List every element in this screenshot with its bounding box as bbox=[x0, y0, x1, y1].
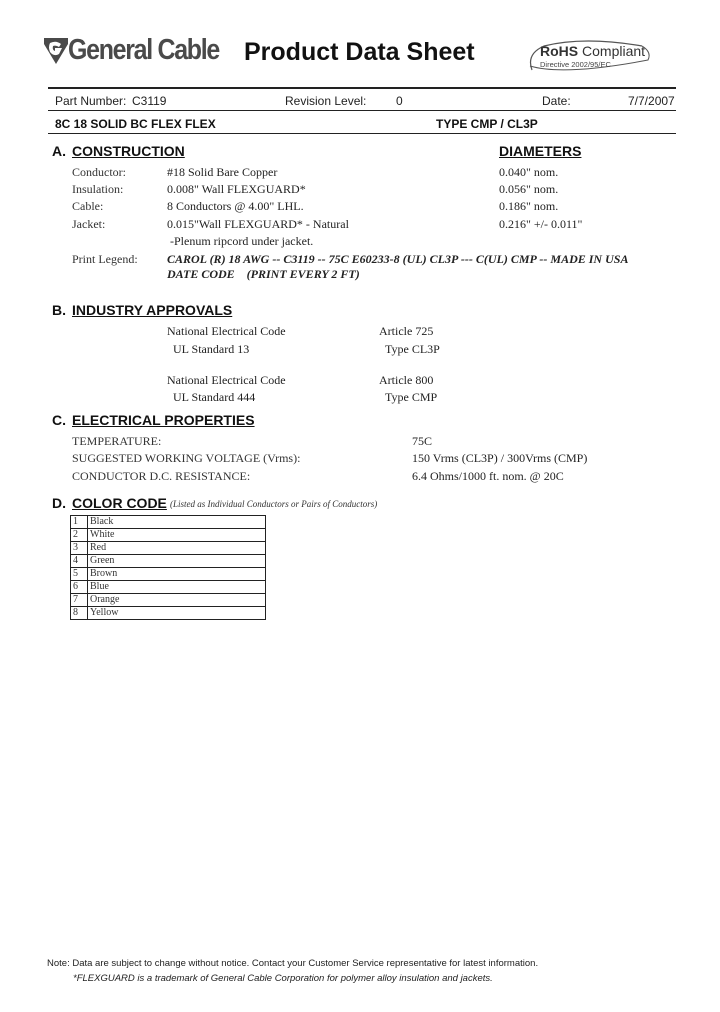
conductor-number: 1 bbox=[71, 516, 88, 529]
print-legend-line1: CAROL (R) 18 AWG -- C3119 -- 75C E60233-8 (UL) CL3P --- C(UL) CMP -- MADE IN USA bbox=[167, 252, 629, 266]
color-code-note: (Listed as Individual Conductors or Pairs of Conductors) bbox=[170, 499, 378, 509]
table-row bbox=[71, 568, 266, 581]
color-code-table bbox=[70, 515, 266, 620]
approval-code: National Electrical Code bbox=[167, 373, 286, 387]
jacket-value: 0.015"Wall FLEXGUARD* - Natural bbox=[167, 217, 349, 231]
voltage-value: 150 Vrms (CL3P) / 300Vrms (CMP) bbox=[412, 451, 588, 465]
section-a-letter: A. bbox=[52, 143, 66, 159]
product-type: TYPE CMP / CL3P bbox=[436, 117, 538, 131]
electrical-heading: ELECTRICAL PROPERTIES bbox=[72, 412, 255, 428]
approval-article: Article 725 bbox=[379, 324, 434, 338]
approval-type: Type CL3P bbox=[385, 342, 440, 356]
revision-value: 0 bbox=[396, 94, 403, 108]
cable-label: Cable: bbox=[72, 199, 104, 213]
insulation-diameter: 0.056" nom. bbox=[499, 182, 559, 196]
table-row bbox=[71, 516, 266, 529]
approvals-heading: INDUSTRY APPROVALS bbox=[72, 302, 233, 318]
date-value: 7/7/2007 bbox=[628, 94, 675, 108]
print-legend-line2: DATE CODE (PRINT EVERY 2 FT) bbox=[167, 267, 360, 281]
table-row bbox=[71, 542, 266, 555]
conductor-color: White bbox=[88, 529, 266, 542]
table-row bbox=[71, 555, 266, 568]
rohs-badge bbox=[524, 40, 654, 74]
color-code-heading: COLOR CODE bbox=[72, 495, 167, 511]
voltage-label: SUGGESTED WORKING VOLTAGE (Vrms): bbox=[72, 451, 301, 465]
table-row bbox=[71, 607, 266, 620]
conductor-number: 2 bbox=[71, 529, 88, 542]
conductor-number: 4 bbox=[71, 555, 88, 568]
conductor-color: Yellow bbox=[88, 607, 266, 620]
part-number-label: Part Number: bbox=[55, 94, 127, 108]
jacket-note: -Plenum ripcord under jacket. bbox=[170, 234, 314, 248]
header-divider bbox=[48, 87, 676, 89]
approval-type: Type CMP bbox=[385, 390, 438, 404]
part-number-value: C3119 bbox=[132, 94, 167, 108]
temperature-value: 75C bbox=[412, 434, 433, 448]
conductor-number: 8 bbox=[71, 607, 88, 620]
brand-name: General Cable bbox=[68, 34, 219, 66]
conductor-color: Brown bbox=[88, 568, 266, 581]
approval-article: Article 800 bbox=[379, 373, 434, 387]
page-title: Product Data Sheet bbox=[244, 38, 475, 66]
insulation-label: Insulation: bbox=[72, 182, 124, 196]
section-d-letter: D. bbox=[52, 495, 66, 511]
conductor-value: #18 Solid Bare Copper bbox=[167, 165, 278, 179]
conductor-number: 3 bbox=[71, 542, 88, 555]
conductor-number: 5 bbox=[71, 568, 88, 581]
insulation-value: 0.008" Wall FLEXGUARD* bbox=[167, 182, 306, 196]
conductor-label: Conductor: bbox=[72, 165, 126, 179]
conductor-color: Orange bbox=[88, 594, 266, 607]
conductor-color: Black bbox=[88, 516, 266, 529]
approval-code: National Electrical Code bbox=[167, 324, 286, 338]
temperature-label: TEMPERATURE: bbox=[72, 434, 162, 448]
description-divider bbox=[48, 133, 676, 134]
approval-standard: UL Standard 444 bbox=[173, 390, 256, 404]
conductor-color: Red bbox=[88, 542, 266, 555]
diameters-heading: DIAMETERS bbox=[499, 143, 582, 159]
info-divider bbox=[48, 110, 676, 111]
rohs-directive: Directive 2002/95/EC bbox=[540, 60, 611, 69]
conductor-diameter: 0.040" nom. bbox=[499, 165, 559, 179]
footer-trademark: *FLEXGUARD is a trademark of General Cable Corporation for polymer alloy insulation and jackets. bbox=[73, 973, 493, 984]
resistance-label: CONDUCTOR D.C. RESISTANCE: bbox=[72, 469, 251, 483]
conductor-number: 6 bbox=[71, 581, 88, 594]
date-label: Date: bbox=[542, 94, 571, 108]
product-description: 8C 18 SOLID BC FLEX FLEX bbox=[55, 117, 216, 131]
cable-value: 8 Conductors @ 4.00" LHL. bbox=[167, 199, 304, 213]
resistance-value: 6.4 Ohms/1000 ft. nom. @ 20C bbox=[412, 469, 564, 483]
section-b-letter: B. bbox=[52, 302, 66, 318]
print-legend-label: Print Legend: bbox=[72, 252, 138, 266]
table-row bbox=[71, 594, 266, 607]
jacket-diameter: 0.216" +/- 0.011" bbox=[499, 217, 583, 231]
jacket-label: Jacket: bbox=[72, 217, 106, 231]
conductor-color: Blue bbox=[88, 581, 266, 594]
footer-note: Note: Data are subject to change without notice. Contact your Customer Service representative for latest information. bbox=[47, 958, 539, 969]
table-row bbox=[71, 529, 266, 542]
rohs-label: RoHS Compliant bbox=[540, 43, 646, 59]
approval-standard: UL Standard 13 bbox=[173, 342, 250, 356]
general-cable-logo-icon bbox=[42, 36, 70, 66]
section-c-letter: C. bbox=[52, 412, 66, 428]
conductor-color: Green bbox=[88, 555, 266, 568]
revision-label: Revision Level: bbox=[285, 94, 367, 108]
conductor-number: 7 bbox=[71, 594, 88, 607]
construction-heading: CONSTRUCTION bbox=[72, 143, 185, 159]
cable-diameter: 0.186" nom. bbox=[499, 199, 559, 213]
table-row bbox=[71, 581, 266, 594]
